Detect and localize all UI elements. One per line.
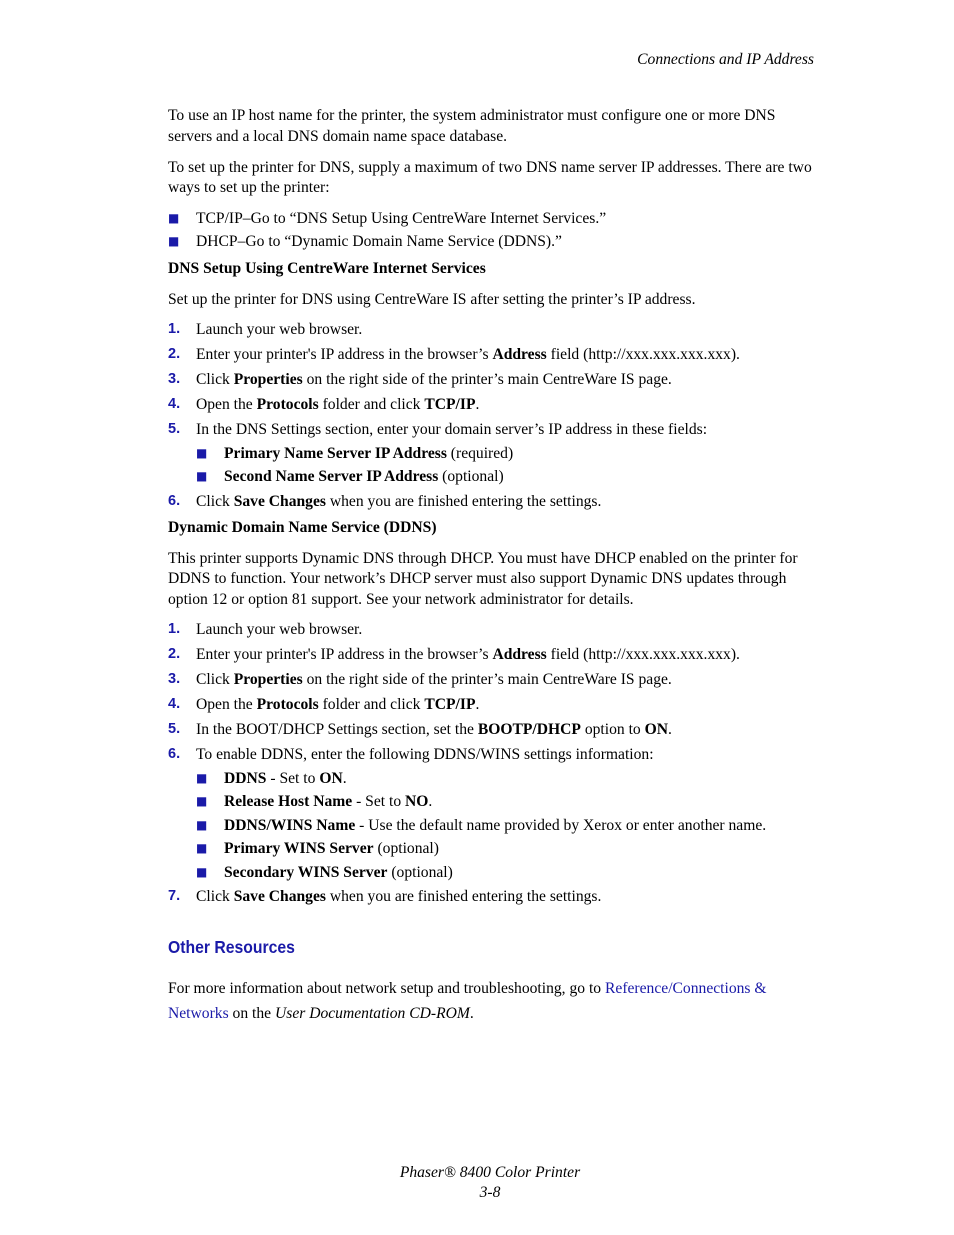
step-text: Enter your printer's IP address in the browser’s Address field (http://xxx.xxx.xxx.xxx). [196, 645, 740, 663]
step-item [168, 367, 816, 392]
step-number: 2. [168, 645, 181, 662]
step-number: 3. [168, 670, 181, 687]
step-text: Launch your web browser. [196, 620, 363, 638]
step-number: 4. [168, 395, 181, 412]
ddns-steps [168, 617, 816, 910]
step-number: 3. [168, 370, 181, 387]
reference-link[interactable]: Reference/Connections & Networks [168, 980, 767, 1023]
other-resources-paragraph: For more information about network setup and troubleshooting, go to Reference/Connections & Networks on the User Documentation CD-ROM. [168, 980, 767, 1023]
step-text: To enable DDNS, enter the following DDNS/WINS settings information: [196, 745, 654, 763]
step-text: Click Save Changes when you are finished entering the settings. [196, 492, 602, 510]
step-number: 1. [168, 320, 181, 337]
ddns-intro: This printer supports Dynamic DNS through DHCP. You must have DHCP enabled on the printer for DDNS to function. Your network’s DHCP server must also support Dynamic DNS updates through option 12 or option 81 support. See your network administrator for details. [168, 549, 798, 609]
square-bullet-icon: ■ [196, 864, 208, 879]
step-text: In the DNS Settings section, enter your domain server’s IP address in these fields: [196, 420, 708, 438]
bold-term: Protocols [256, 695, 319, 713]
list-item: ■ Primary Name Server IP Address (required) [196, 442, 816, 466]
step-item [168, 642, 816, 667]
bold-term: ON [644, 720, 669, 738]
step-item [168, 489, 816, 514]
bold-term: Second Name Server IP Address [224, 468, 439, 486]
step-item [168, 342, 816, 367]
step-number: 7. [168, 888, 181, 905]
step-item [168, 317, 816, 342]
step-item [168, 667, 816, 692]
step-text: Enter your printer's IP address in the browser’s Address field (http://xxx.xxx.xxx.xxx). [196, 345, 740, 363]
step-item [168, 884, 816, 909]
page-number: 3-8 [479, 1184, 501, 1201]
step-text: Open the Protocols folder and click TCP/IP. [196, 695, 480, 713]
step-item [168, 692, 816, 717]
running-header: Connections and IP Address [637, 51, 814, 68]
bold-term: Protocols [256, 395, 319, 413]
square-bullet-icon: ■ [196, 469, 208, 484]
bold-term: TCP/IP [424, 395, 476, 413]
step-number: 5. [168, 720, 181, 737]
step-text: In the BOOT/DHCP Settings section, set the BOOTP/DHCP option to ON. [196, 720, 672, 738]
dns-setup-heading: DNS Setup Using CentreWare Internet Services [168, 260, 486, 278]
dns-setup-steps [168, 317, 816, 514]
bold-term: Save Changes [233, 888, 326, 906]
bold-term: Address [492, 345, 547, 363]
list-item: ■ Primary WINS Server (optional) [196, 837, 816, 861]
list-item: ■ Release Host Name - Set to NO. [196, 790, 816, 814]
step-item [168, 417, 816, 489]
square-bullet-icon: ■ [196, 770, 208, 785]
bold-term: Properties [233, 670, 303, 688]
square-bullet-icon: ■ [168, 211, 180, 226]
step-number: 6. [168, 492, 181, 509]
other-resources-title: Other Resources [168, 937, 295, 958]
setup-method-list [168, 207, 816, 253]
bold-term: DDNS/WINS Name [224, 816, 356, 834]
step-text: Click Properties on the right side of the printer’s main CentreWare IS page. [196, 670, 672, 688]
bold-term: NO [405, 793, 429, 811]
step-text: Open the Protocols folder and click TCP/IP. [196, 395, 480, 413]
page-footer [0, 1163, 954, 1203]
bold-term: DDNS [224, 769, 267, 787]
step-item [168, 717, 816, 742]
bold-term: ON [319, 769, 343, 787]
step-number: 5. [168, 420, 181, 437]
ddns-heading: Dynamic Domain Name Service (DDNS) [168, 518, 437, 536]
square-bullet-icon: ■ [168, 234, 180, 249]
bold-term: Release Host Name [224, 793, 353, 811]
bold-term: Address [492, 645, 547, 663]
page-content [168, 106, 816, 1026]
list-item: ■ Second Name Server IP Address (optional) [196, 465, 816, 489]
list-item: ■ DDNS/WINS Name - Use the default name provided by Xerox or enter another name. [196, 814, 816, 838]
step-item [168, 392, 816, 417]
intro-paragraph-2: To set up the printer for DNS, supply a maximum of two DNS name server IP addresses. There are two ways to set up the printer: [168, 158, 812, 197]
bold-term: Secondary WINS Server [224, 863, 388, 881]
bold-term: Save Changes [233, 492, 326, 510]
square-bullet-icon: ■ [196, 841, 208, 856]
step-number: 6. [168, 745, 181, 762]
list-item: ■ DHCP–Go to “Dynamic Domain Name Service (DDNS).” [168, 230, 816, 253]
list-item: ■ TCP/IP–Go to “DNS Setup Using CentreWare Internet Services.” [168, 207, 816, 230]
bold-term: TCP/IP [424, 695, 476, 713]
product-name: Phaser® 8400 Color Printer [399, 1164, 581, 1181]
bold-term: Primary WINS Server [224, 840, 374, 858]
step-number: 4. [168, 695, 181, 712]
step-text: Launch your web browser. [196, 320, 363, 338]
list-item: ■ DDNS - Set to ON. [196, 767, 816, 791]
square-bullet-icon: ■ [196, 817, 208, 832]
step-number: 2. [168, 345, 181, 362]
intro-paragraph-1: To use an IP host name for the printer, the system administrator must configure one or more DNS servers and a local DNS domain name space database. [168, 107, 776, 145]
dns-setup-intro: Set up the printer for DNS using CentreWare IS after setting the printer’s IP address. [168, 290, 696, 308]
step-text: Click Properties on the right side of the printer’s main CentreWare IS page. [196, 370, 672, 388]
bold-term: Primary Name Server IP Address [224, 444, 447, 462]
square-bullet-icon: ■ [196, 794, 208, 809]
bold-term: Properties [233, 370, 303, 388]
list-item: ■ Secondary WINS Server (optional) [196, 861, 816, 885]
step-number: 1. [168, 620, 181, 637]
document-title: User Documentation CD-ROM [274, 1005, 470, 1023]
step-text: Click Save Changes when you are finished entering the settings. [196, 888, 602, 906]
step-item [168, 742, 816, 885]
sub-bullet-list [196, 442, 816, 489]
square-bullet-icon: ■ [196, 445, 208, 460]
bold-term: BOOTP/DHCP [477, 720, 581, 738]
sub-bullet-list [196, 767, 816, 885]
step-item [168, 617, 816, 642]
